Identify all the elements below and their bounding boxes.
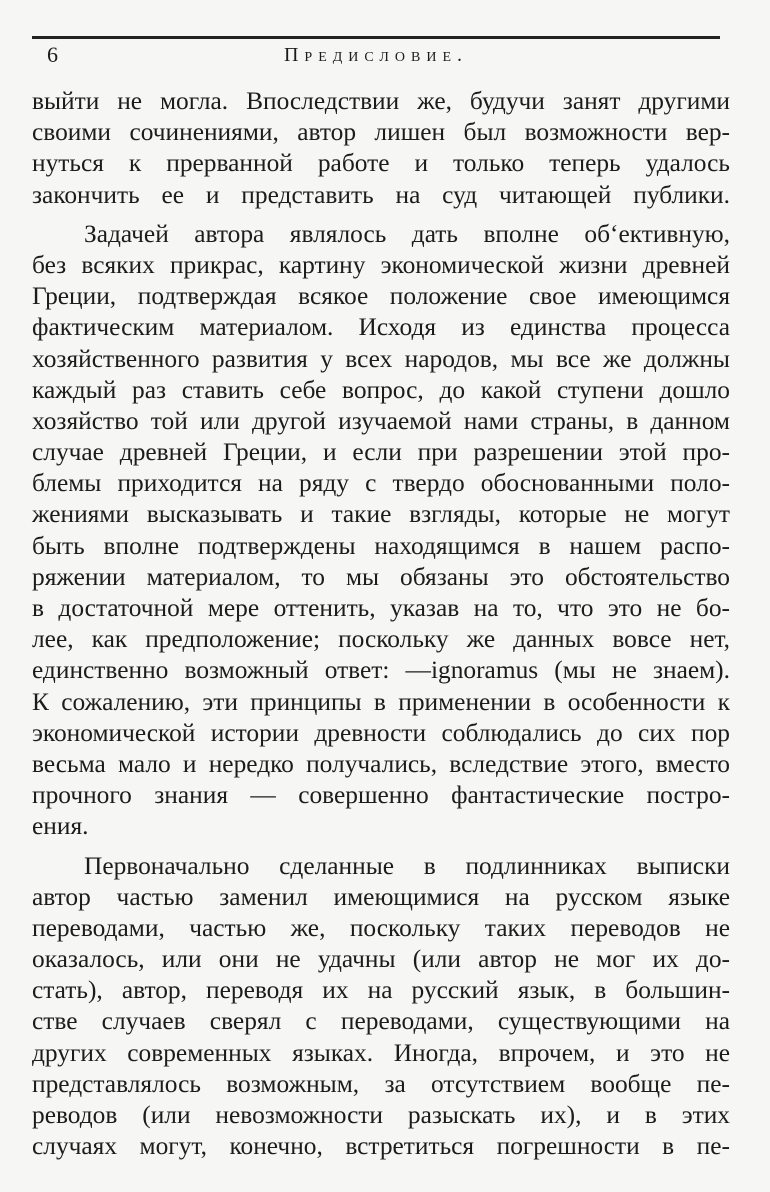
running-head: Предисловие. [283,44,469,66]
text-line: случае древней Греции, и если при разрешении этой про- [32,438,730,467]
text-line: хозяйственного развития у всех народов, мы все же должны [32,344,730,373]
text-line: Задачей автора являлось дать вполне об‘ективную, [84,219,730,248]
text-line: единственно возможный ответ: —ignoramus (мы не знаем). [32,656,730,685]
body-text [32,86,730,1162]
paragraph-gap [32,843,730,851]
text-line: переводами, частью же, поскольку таких переводов не [32,913,730,942]
text-line: реводов (или невозможности разыскать их), и в этих [32,1101,730,1129]
text-line: своими сочинениями, автор лишен был возможности вер- [32,118,730,147]
text-line: других современных языках. Иногда, впрочем, и это не [32,1038,730,1067]
text-line: в достаточной мере оттенить, указав на то, что это не бо- [32,594,730,622]
text-line: закончить ее и представить на суд читающей публики. [32,180,730,209]
text-line: жениями высказывать и такие взгляды, которые не могут [32,500,730,529]
text-line: ряжении материалом, то мы обязаны это обстоятельство [32,562,730,591]
text-line: быть вполне подтверждены находящимся в нашем распо- [32,531,730,560]
text-line: хозяйство той или другой изучаемой нами страны, в данном [32,406,730,435]
text-line: экономической истории древности соблюдались до сих пор [32,718,730,747]
text-line: выйти не могла. Впоследствии же, будучи занят другими [32,87,730,115]
page-number: 6 [47,42,58,67]
paragraph [32,219,730,843]
text-line: нуться к прерванной работе и только теперь удалось [32,149,730,178]
text-line: без всяких прикрас, картину экономической жизни древней [32,250,730,279]
text-line: ения. [32,812,89,841]
text-line: прочного знания — совершенно фантастические постро- [32,781,730,810]
text-line: автор частью заменил имеющимися на русском языке [32,882,730,911]
text-line: оказалось, или они не удачны (или автор не мог их до- [32,945,730,974]
paragraph [32,86,730,211]
text-line: К сожалению, эти принципы в применении в особенности к [32,687,730,716]
paragraph-gap [32,211,730,219]
text-line: Греции, подтверждая всякое положение свое имеющимся [32,282,730,311]
text-line: случаях могут, конечно, встретиться погрешности в пе- [32,1132,730,1161]
text-line: стве случаев сверял с переводами, существующими на [32,1007,730,1036]
page-header [32,36,720,71]
text-line: весьма мало и нередко получались, вследствие этого, вместо [32,749,730,778]
paragraph [32,851,730,1163]
text-line: стать), автор, переводя их на русский язык, в большин- [32,976,730,1005]
text-line: блемы приходится на ряду с твердо обоснованными поло- [32,469,730,498]
text-line: фактическим материалом. Исходя из единства процесса [32,313,730,342]
text-line: представлялось возможным, за отсутствием вообще пе- [32,1069,730,1098]
text-line: каждый раз ставить себе вопрос, до какой ступени дошло [32,375,730,404]
text-line: Первоначально сделанные в подлинниках выписки [84,851,730,880]
text-line: лее, как предположение; поскольку же данных вовсе нет, [32,625,730,654]
